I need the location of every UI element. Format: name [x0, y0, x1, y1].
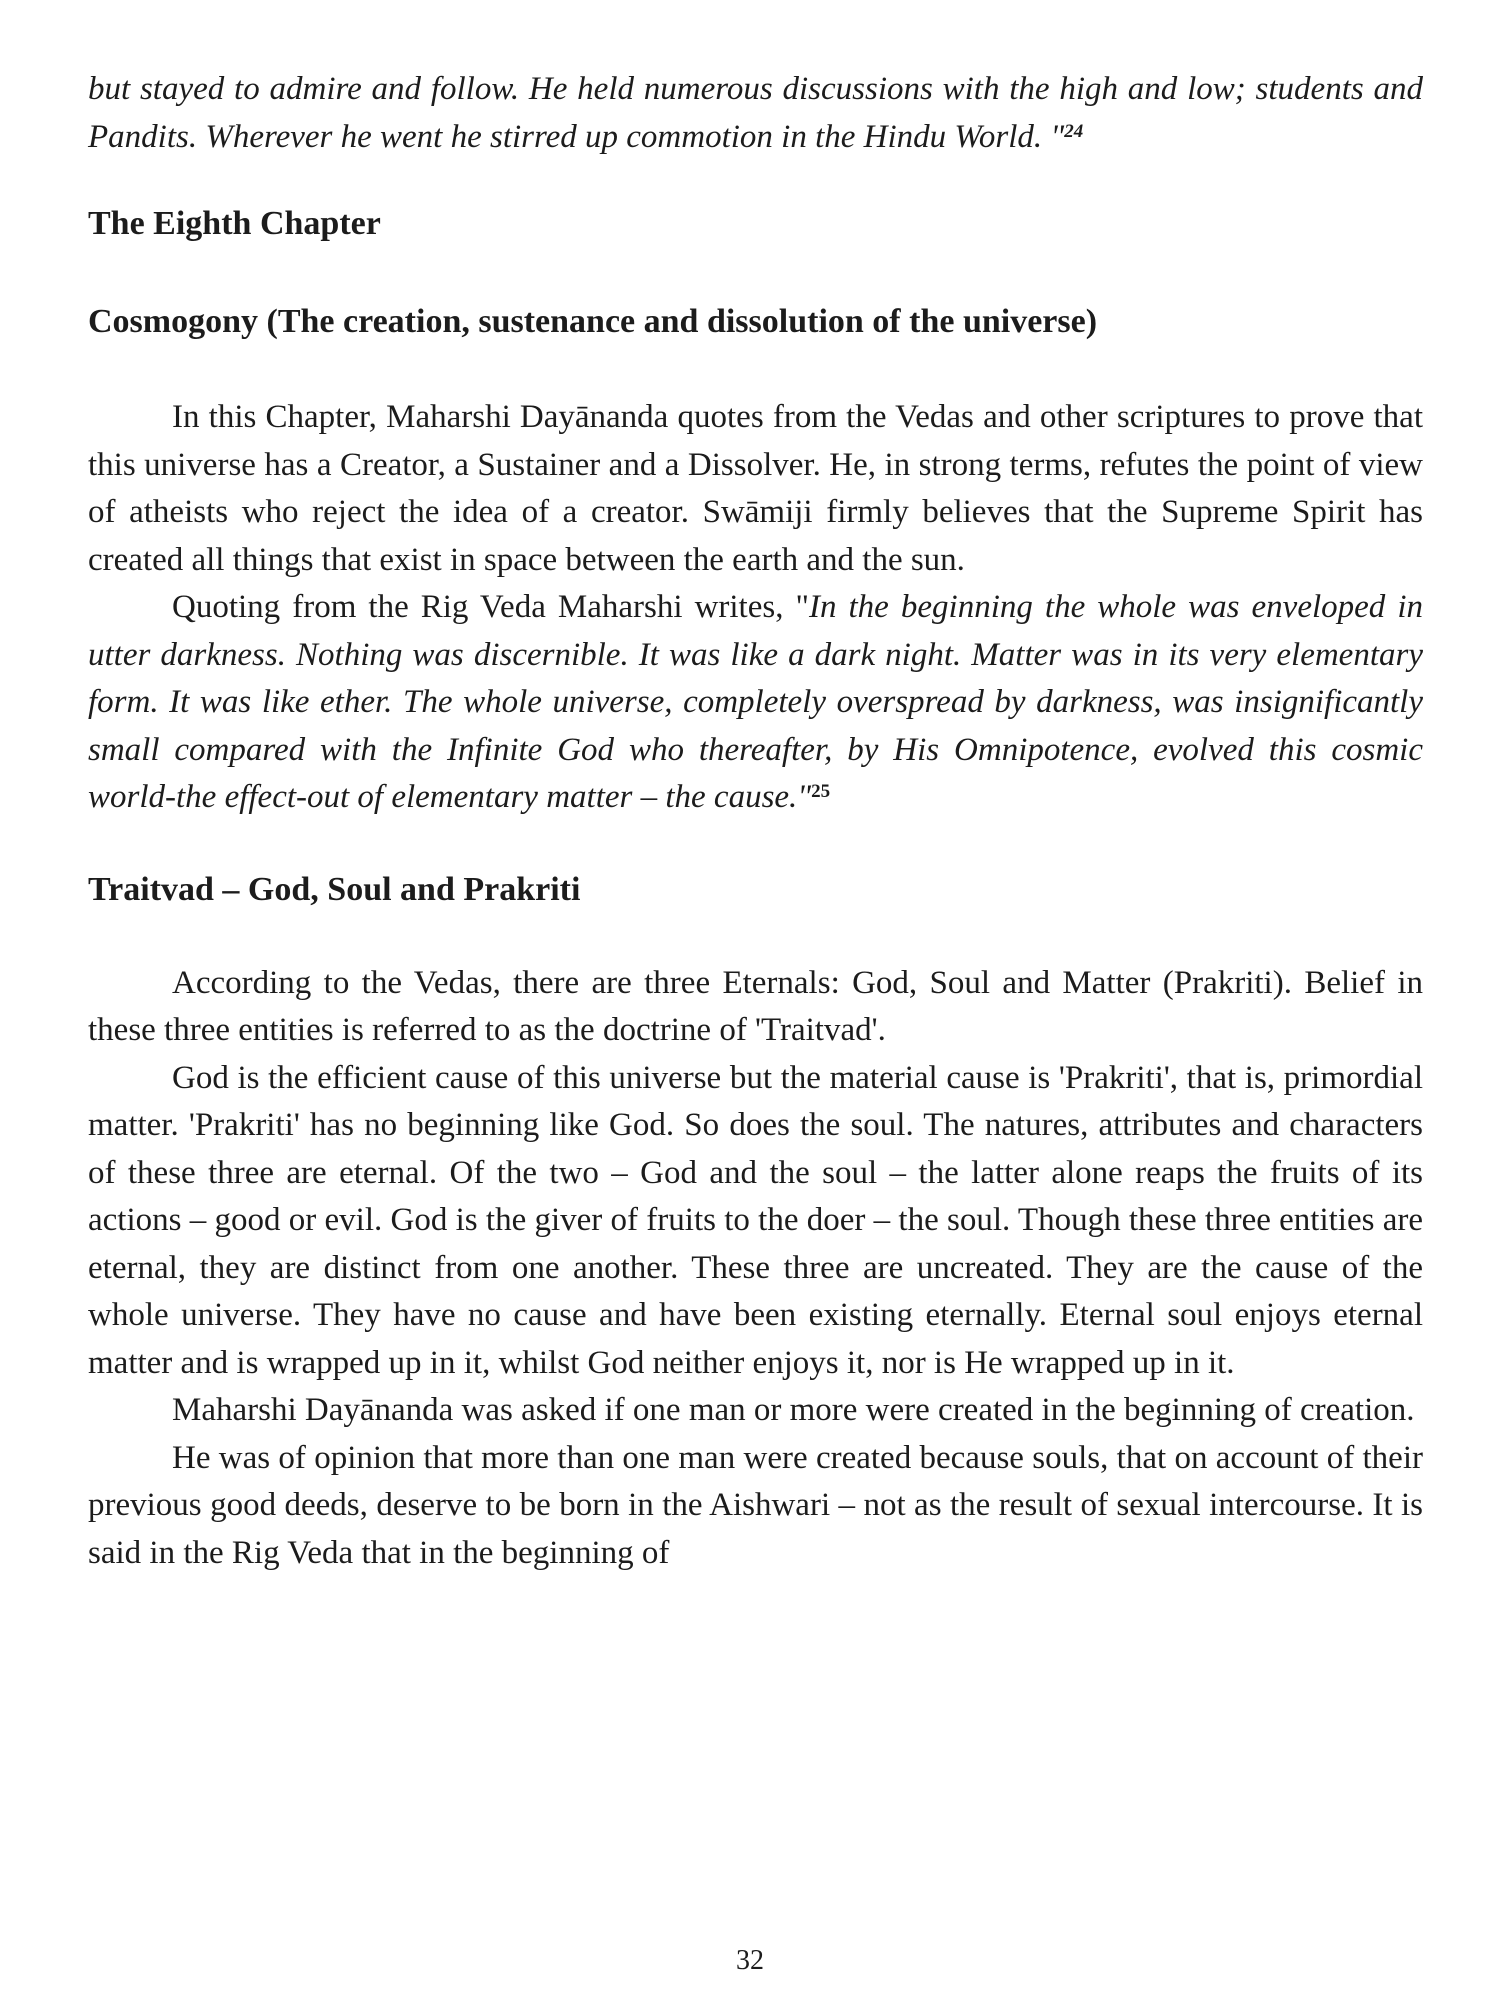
- paragraph: In this Chapter, Maharshi Dayānanda quotes from the Vedas and other scriptures to prove that this universe has a Creator, a Sustainer and a Dissolver. He, in strong terms, refutes the point of view of atheists who reject the idea of a creator. Swāmiji firmly believes that the Supreme Spirit has created all things that exist in space between the earth and the sun.: [88, 399, 1423, 578]
- intro-quote-text: but stayed to admire and follow. He held numerous discussions with the high and low; students and Pandits. Wherever he went he stirred up commotion in the Hindu World. ": [88, 71, 1423, 155]
- book-page: [88, 66, 1423, 1577]
- footnote-marker-24: 24: [1064, 120, 1084, 142]
- paragraph: God is the efficient cause of this universe but the material cause is 'Prakriti', that is, primordial matter. 'Prakriti' has no beginning like God. So does the soul. The natures, attributes and characters of these three are eternal. Of the two – God and the soul – the latter alone reaps the fruits of its actions – good or evil. God is the giver of fruits to the doer – the soul. Though these three entities are eternal, they are distinct from one another. These three are uncreated. They are the cause of the whole universe. They have no cause and have been existing eternally. Eternal soul enjoys eternal matter and is wrapped up in it, whilst God neither enjoys it, nor is He wrapped up in it.: [88, 1059, 1423, 1381]
- paragraph: According to the Vedas, there are three Eternals: God, Soul and Matter (Prakriti). Belief in these three entities is referred to as the doctrine of 'Traitvad'.: [88, 964, 1423, 1048]
- intro-quote: [88, 66, 1423, 161]
- paragraph-lead: Quoting from the Rig Veda Maharshi writes, ": [172, 589, 809, 625]
- chapter-heading: The Eighth Chapter: [88, 205, 381, 242]
- rig-veda-quote: In the beginning the whole was enveloped in utter darkness. Nothing was discernible. It was like a dark night. Matter was in its very elementary form. It was like ether. The whole universe, completely overspread by darkness, was insignificantly small compared with the Infinite God who thereafter, by His Omnipotence, evolved this cosmic world-the effect-out of elementary matter – the cause.": [88, 589, 1423, 815]
- section-heading-traitvad: Traitvad – God, Soul and Prakriti: [88, 870, 581, 908]
- paragraph: Maharshi Dayānanda was asked if one man or more were created in the beginning of creation.: [172, 1392, 1415, 1428]
- section-heading-cosmogony: Cosmogony (The creation, sustenance and dissolution of the universe): [88, 303, 1098, 340]
- page-number: 32: [736, 1945, 764, 1976]
- paragraph: He was of opinion that more than one man were created because souls, that on account of their previous good deeds, deserve to be born in the Aishwari – not as the result of sexual intercourse. It is said in the Rig Veda that in the beginning of: [88, 1439, 1423, 1571]
- footnote-marker-25: 25: [811, 781, 831, 802]
- paragraph-rig-veda-quote: [88, 584, 1423, 822]
